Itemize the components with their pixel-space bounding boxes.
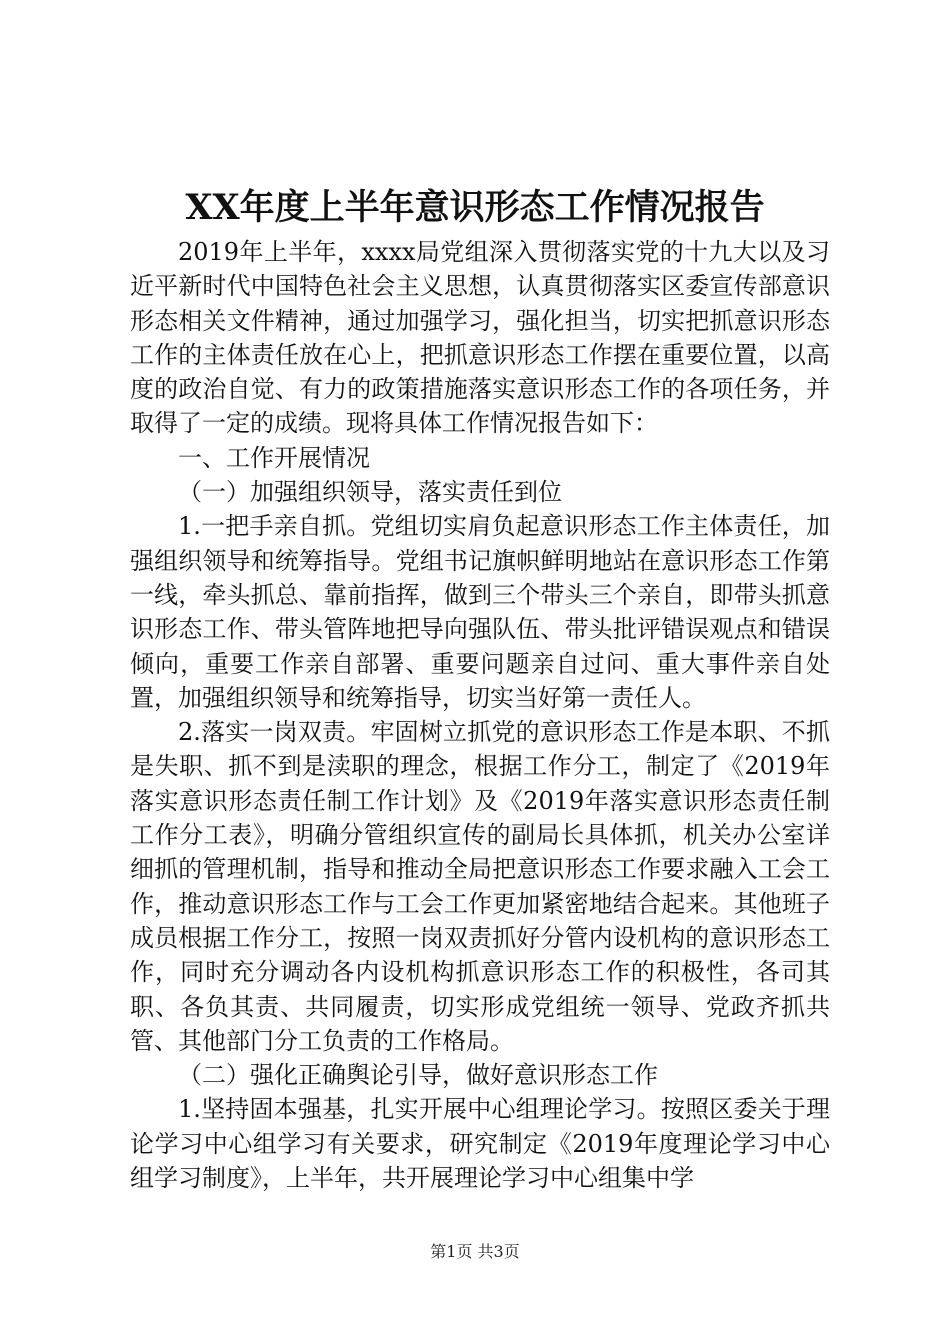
- subsection-heading-2: （二）强化正确舆论引导，做好意识形态工作: [178, 1061, 658, 1090]
- subsection-heading-1: （一）加强组织领导，落实责任到位: [178, 478, 562, 507]
- document-title: XX年度上半年意识形态工作情况报告: [185, 187, 765, 228]
- document-body: [130, 235, 830, 1195]
- paragraph-item-2: 2.落实一岗双责。牢固树立抓党的意识形态工作是本职、不抓是失职、抓不到是渎职的理念，根据工作分工，制定了《2019年落实意识形态责任制工作计划》及《2019年落实意识形态责任制工作分工表》，明确分管组织宣传的副局长具体抓，机关办公室详细抓的管理机制，指导和推动全局把意识形态工作要求融入工会工作，推动意识形态工作与工会工作更加紧密地结合起来。其他班子成员根据工作分工，按照一岗双责抓好分管内设机构的意识形态工作，同时充分调动各内设机构抓意识形态工作的积极性，各司其职、各负其责、共同履责，切实形成党组统一领导、党政齐抓共管、其他部门分工负责的工作格局。: [130, 718, 830, 1055]
- section-heading-1: 一、工作开展情况: [178, 443, 370, 472]
- paragraph-intro: 2019年上半年，xxxx局党组深入贯彻落实党的十九大以及习近平新时代中国特色社会主义思想，认真贯彻落实区委宣传部意识形态相关文件精神，通过加强学习，强化担当，切实把抓意识形态工作的主体责任放在心上，把抓意识形态工作摆在重要位置，以高度的政治自觉、有力的政策措施落实意识形态工作的各项任务，并取得了一定的成绩。现将具体工作情况报告如下：: [130, 238, 830, 438]
- page-footer: 第1页 共3页: [430, 1242, 520, 1261]
- paragraph-item-1: 1.一把手亲自抓。党组切实肩负起意识形态工作主体责任，加强组织领导和统筹指导。党组书记旗帜鲜明地站在意识形态工作第一线，牵头抓总、靠前指挥，做到三个带头三个亲自，即带头抓意识形态工作、带头管阵地把导向强队伍、带头批评错误观点和错误倾向，重要工作亲自部署、重要问题亲自过问、重大事件亲自处置，加强组织领导和统筹指导，切实当好第一责任人。: [130, 512, 830, 712]
- paragraph-item-3: 1.坚持固本强基，扎实开展中心组理论学习。按照区委关于理论学习中心组学习有关要求，研究制定《2019年度理论学习中心组学习制度》，上半年，共开展理论学习中心组集中学: [130, 1095, 830, 1193]
